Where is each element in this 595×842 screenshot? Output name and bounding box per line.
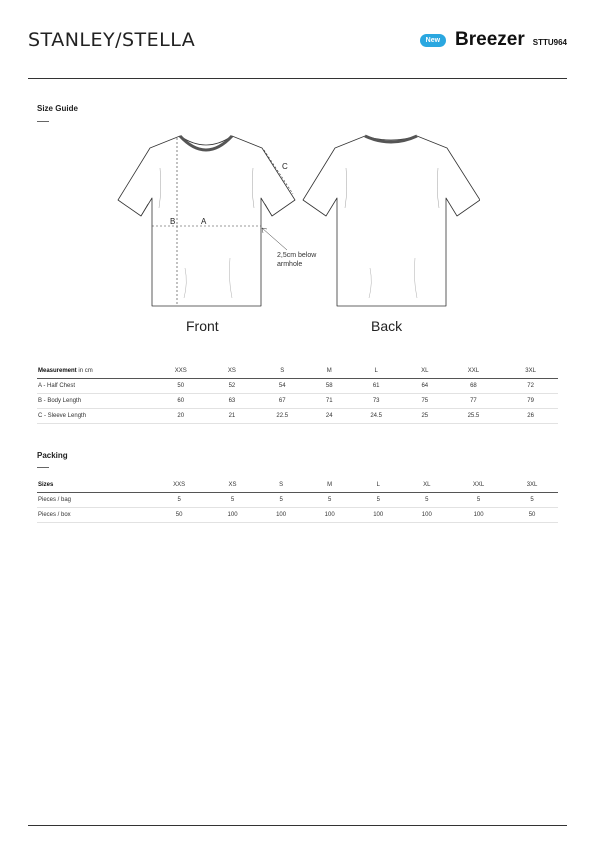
size-header: XL [406,364,444,379]
cell: 100 [451,508,506,523]
cell: 5 [506,493,558,508]
label-c: C [282,162,288,171]
cell: 50 [150,508,208,523]
cell: 61 [346,379,406,394]
new-badge: New [420,34,446,47]
size-header: XXS [150,478,208,493]
cell: 100 [403,508,452,523]
size-header: XS [208,478,257,493]
cell: 5 [305,493,354,508]
cell: 100 [305,508,354,523]
cell: 68 [444,379,504,394]
brand-logo: STANLEY/STELLA [28,29,196,51]
size-header: XL [403,478,452,493]
size-header: M [312,364,346,379]
cell: 79 [503,394,558,409]
cell: 21 [211,409,252,424]
row-label: Pieces / bag [37,493,150,508]
armhole-note-line1: 2,5cm below [277,252,317,259]
cell: 100 [257,508,306,523]
table-row [37,493,558,508]
size-header: XS [211,364,252,379]
size-header: L [346,364,406,379]
table-row [37,508,558,523]
cell: 26 [503,409,558,424]
size-guide-underline [37,121,49,122]
packing-header-row [37,478,558,493]
size-header: XXL [451,478,506,493]
back-tshirt-outline [303,136,480,306]
size-header: M [305,478,354,493]
cell: 64 [406,379,444,394]
size-header: 3XL [506,478,558,493]
cell: 25 [406,409,444,424]
front-tshirt-outline [118,136,295,306]
cell: 22.5 [252,409,312,424]
table-row [37,409,558,424]
table-row [37,379,558,394]
cell: 75 [406,394,444,409]
size-header: XXL [444,364,504,379]
cell: 67 [252,394,312,409]
cell: 72 [503,379,558,394]
size-guide-title: Size Guide [37,104,78,113]
cell: 5 [150,493,208,508]
sizes-header: Sizes [37,478,150,493]
row-label: C - Sleeve Length [37,409,150,424]
note-arrow [262,228,287,250]
footer-divider [28,825,567,826]
row-label: A - Half Chest [37,379,150,394]
row-label: B - Body Length [37,394,150,409]
label-a: A [201,217,207,226]
garment-illustration [110,128,480,338]
cell: 5 [403,493,452,508]
armhole-note-line2: armhole [277,261,303,268]
packing-title: Packing [37,451,68,460]
cell: 24 [312,409,346,424]
label-b: B [170,217,176,226]
cell: 5 [257,493,306,508]
size-guide-header-row [37,364,558,379]
back-label: Back [371,318,403,334]
front-collar [180,136,232,150]
product-code: STTU964 [532,38,567,47]
cell: 58 [312,379,346,394]
measurement-header: Measurement in cm [37,364,150,379]
cell: 52 [211,379,252,394]
cell: 63 [211,394,252,409]
size-header: XXS [150,364,211,379]
cell: 71 [312,394,346,409]
cell: 24.5 [346,409,406,424]
cell: 20 [150,409,211,424]
size-header: S [257,478,306,493]
cell: 5 [451,493,506,508]
packing-table [37,478,558,523]
cell: 60 [150,394,211,409]
cell: 50 [150,379,211,394]
row-label: Pieces / box [37,508,150,523]
cell: 73 [346,394,406,409]
cell: 100 [354,508,403,523]
measure-c-line [264,150,293,194]
back-collar [365,136,417,142]
size-header: S [252,364,312,379]
armhole-note [277,251,316,269]
header-divider [28,78,567,79]
packing-underline [37,467,49,468]
table-row [37,394,558,409]
cell: 5 [208,493,257,508]
cell: 77 [444,394,504,409]
size-header: L [354,478,403,493]
tshirt-drawing [110,128,480,338]
product-name: Breezer [455,29,525,50]
cell: 54 [252,379,312,394]
front-label: Front [186,318,219,334]
cell: 100 [208,508,257,523]
size-guide-table [37,364,558,424]
size-header: 3XL [503,364,558,379]
cell: 5 [354,493,403,508]
cell: 25.5 [444,409,504,424]
product-header [420,29,567,51]
cell: 50 [506,508,558,523]
